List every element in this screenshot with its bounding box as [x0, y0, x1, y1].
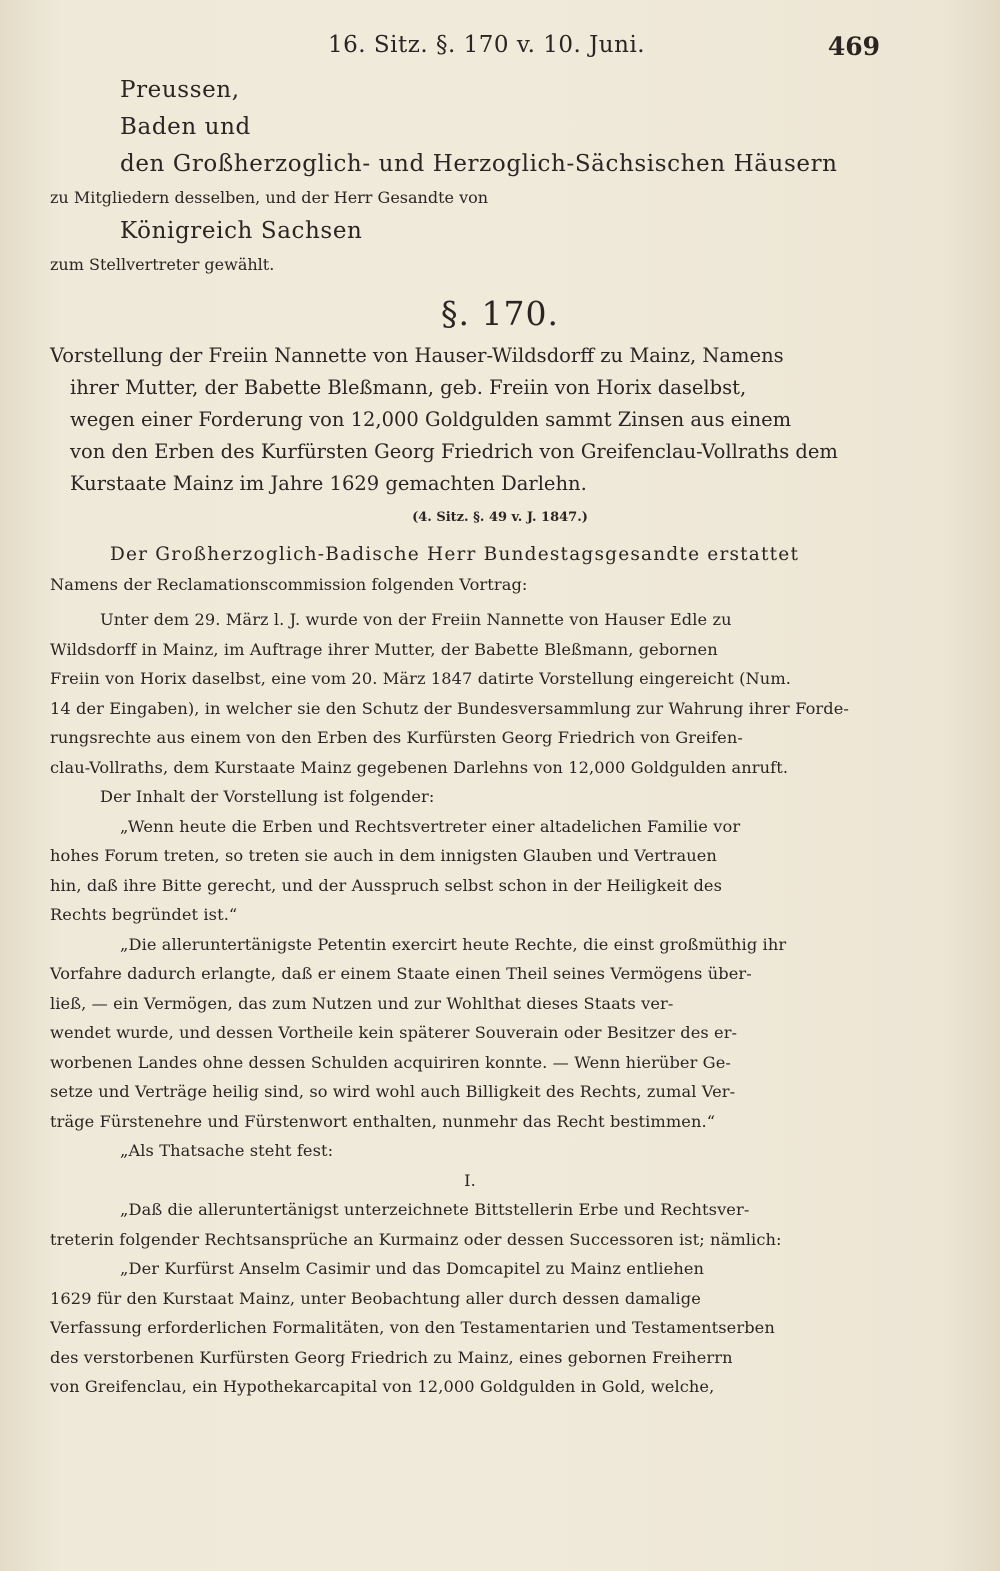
text-line: von Greifenclau, ein Hypothekarcapital von 12,000 Goldgulden in Gold, welche, [50, 1377, 715, 1396]
page-header [0, 30, 1000, 64]
text-line: Unter dem 29. März l. J. wurde von der Freiin Nannette von Hauser Edle zu [100, 610, 732, 629]
text-line: hohes Forum treten, so treten sie auch in dem innigsten Glauben und Vertrauen [50, 846, 717, 865]
heading-line: Vorstellung der Freiin Nannette von Hauser-Wildsdorff zu Mainz, Namens [50, 344, 784, 367]
heading-line: ihrer Mutter, der Babette Bleßmann, geb. Freiin von Horix daselbst, [70, 376, 747, 399]
text-line: hin, daß ihre Bitte gerecht, und der Ausspruch selbst schon in der Heiligkeit des [50, 875, 723, 895]
text-line: des verstorbenen Kurfürsten Georg Friedrich zu Mainz, eines gebornen Freiherrn [50, 1347, 733, 1367]
text-line: treterin folgender Rechtsansprüche an Kurmainz oder dessen Successoren ist; nämlich: [50, 1229, 782, 1249]
heading-line: Kurstaate Mainz im Jahre 1629 gemachten Darlehn. [70, 472, 587, 495]
text-line: Wildsdorff in Mainz, im Auftrage ihrer Mutter, der Babette Bleßmann, gebornen [50, 639, 718, 659]
page-number: 469 [827, 32, 880, 61]
text-line: Vorfahre dadurch erlangte, daß er einem Staate einen Theil seines Vermögens über- [50, 964, 752, 983]
text-line: Der Inhalt der Vorstellung ist folgender: [100, 787, 435, 806]
text-line: Freiin von Horix daselbst, eine vom 20. März 1847 datirte Vorstellung eingereicht (Num. [50, 669, 792, 688]
text-line: zum Stellvertreter gewählt. [50, 255, 275, 274]
text-line: „Daß die alleruntertänigst unterzeichnete Bittstellerin Erbe und Rechtsver- [120, 1200, 750, 1219]
top-block [50, 72, 890, 280]
text-line: Rechts begründet ist.“ [50, 905, 238, 924]
text-line: rungsrechte aus einem von den Erben des Kurfürsten Georg Friedrich von Greifen- [50, 728, 743, 747]
text-line: Preussen, [120, 77, 240, 103]
roman-numeral: I. [464, 1170, 476, 1190]
heading-line: wegen einer Forderung von 12,000 Goldgulden sammt Zinsen aus einem [70, 408, 792, 431]
text-line: Namens der Reclamationscommission folgenden Vortrag: [50, 574, 528, 594]
section-heading [50, 340, 890, 500]
heading-line: von den Erben des Kurfürsten Georg Friedrich von Greifenclau-Vollraths dem [70, 440, 838, 463]
text-line: wendet wurde, und dessen Vortheile kein späterer Souverain oder Besitzer des er- [50, 1023, 738, 1042]
text-line: Verfassung erforderlichen Formalitäten, von den Testamentarien und Testamentserben [50, 1318, 775, 1337]
text-line: „Die alleruntertänigste Petentin exercirt heute Rechte, die einst großmüthig ihr [120, 934, 787, 954]
text-line: ließ, — ein Vermögen, das zum Nutzen und zur Wohlthat dieses Staats ver- [50, 993, 674, 1013]
text-line: „Der Kurfürst Anselm Casimir und das Domcapitel zu Mainz entliehen [120, 1259, 705, 1278]
section-title: §. 170. [441, 294, 559, 333]
text-line: den Großherzoglich- und Herzoglich-Sächsischen Häusern [120, 151, 838, 177]
text-line: zu Mitgliedern desselben, und der Herr Gesandte von [50, 188, 489, 207]
text-line: Baden und [120, 114, 251, 140]
text-line: „Wenn heute die Erben und Rechtsvertreter einer altadelichen Familie vor [120, 816, 741, 836]
text-line: setze und Verträge heilig sind, so wird wohl auch Billigkeit des Rechts, zumal Ver- [50, 1082, 736, 1101]
text-line: clau-Vollraths, dem Kurstaate Mainz gegebenen Darlehns von 12,000 Goldgulden anruft. [50, 757, 789, 777]
text-line: worbenen Landes ohne dessen Schulden acquiriren konnte. — Wenn hierüber Ge- [50, 1052, 731, 1072]
text-line: 14 der Eingaben), in welcher sie den Schutz der Bundesversammlung zur Wahrung ihrer Forde- [50, 698, 849, 718]
text-line: „Als Thatsache steht fest: [120, 1141, 334, 1160]
running-head: 16. Sitz. §. 170 v. 10. Juni. [328, 32, 646, 58]
reference-note: (4. Sitz. §. 49 v. J. 1847.) [412, 510, 588, 525]
text-line: träge Fürstenehre und Fürstenwort enthalten, nunmehr das Recht bestimmen.“ [50, 1111, 716, 1131]
text-line: 1629 für den Kurstaat Mainz, unter Beobachtung aller durch dessen damalige [50, 1288, 701, 1308]
text-line: Der Großherzoglich-Badische Herr Bundestagsgesandte erstattet [110, 544, 800, 565]
body-text [50, 540, 890, 1402]
text-line: Königreich Sachsen [120, 218, 363, 244]
